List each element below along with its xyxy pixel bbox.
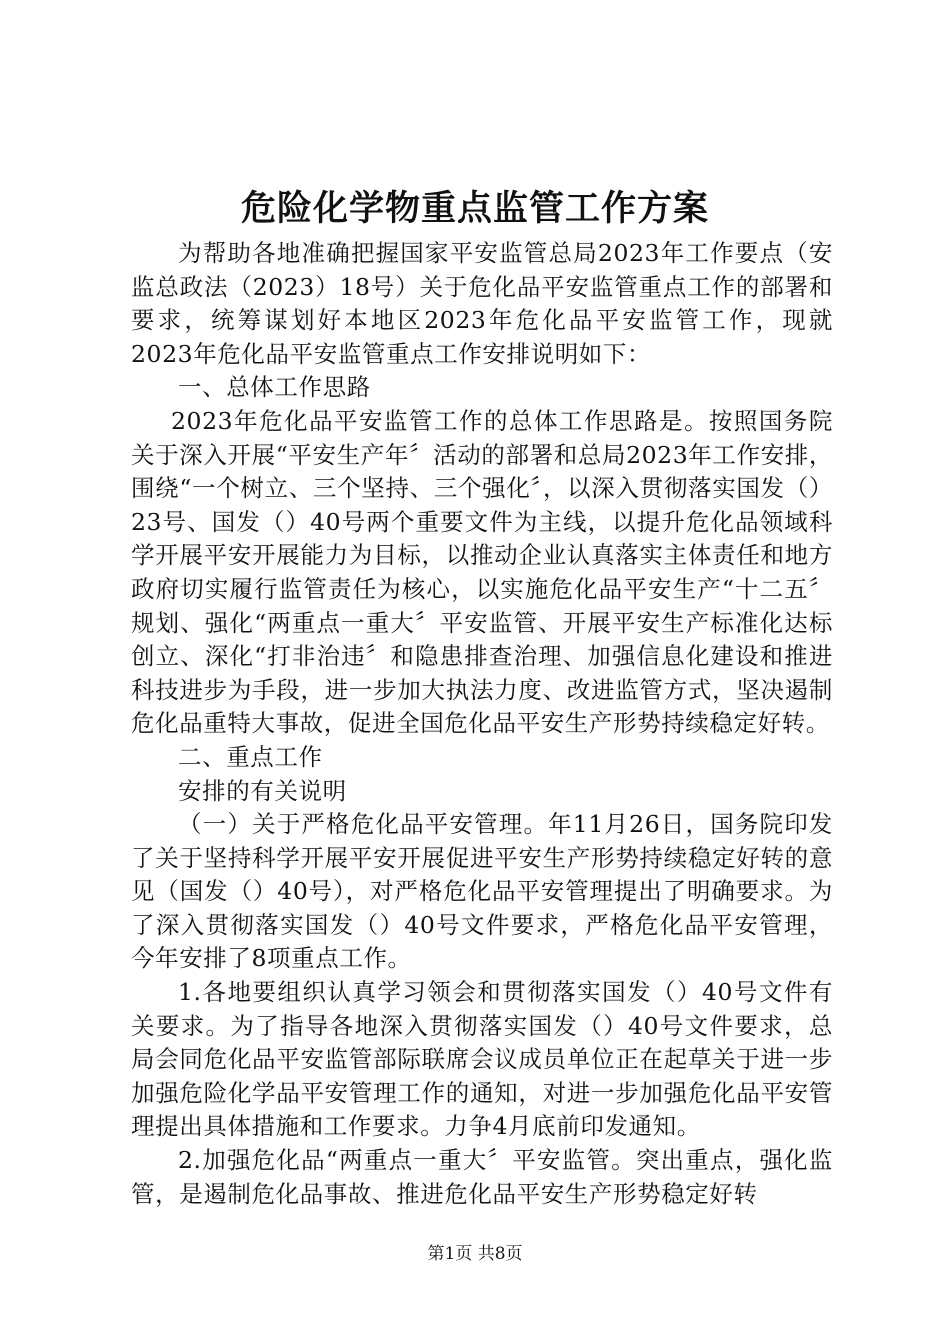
general-approach-paragraph: 2023年危化品平安监管工作的总体工作思路是。按照国务院关于深入开展“平安生产年〞活动的部署和总局2023年工作安排，围绕“一个树立、三个坚持、三个强化〞，以深入贯彻落实国发（）23号、国发（）40号两个重要文件为主线，以提升危化品领域科学开展平安开展能力为目标，以推动企业认真落实主体责任和地方政府切实履行监管责任为核心，以实施危化品平安生产“十二五〞规划、强化“两重点一重大〞平安监管、开展平安生产标准化达标创立、深化“打非治违〞和隐患排查治理、加强信息化建设和推进科技进步为手段，进一步加大执法力度、改进监管方式，坚决遏制危化品重特大事故，促进全国危化品平安生产形势持续稳定好转。 (131, 406, 833, 738)
item-1-paragraph: 1.各地要组织认真学习领会和贯彻落实国发（）40号文件有关要求。为了指导各地深入贯彻落实国发（）40号文件要求，总局会同危化品平安监管部际联席会议成员单位正在起草关于进一步加强危险化学品平安管理工作的通知，对进一步加强危化品平安管理提出具体措施和工作要求。力争4月底前印发通知。 (131, 978, 833, 1141)
subheading-arrangement: 安排的有关说明 (178, 776, 347, 805)
document-title: 危险化学物重点监管工作方案 (240, 188, 709, 229)
section-heading-general: 一、总体工作思路 (178, 373, 371, 402)
document-body (131, 237, 833, 1211)
item-2-paragraph: 2.加强危化品“两重点一重大〞平安监管。突出重点，强化监管，是遏制危化品事故、推进危化品平安生产形势稳定好转 (131, 1146, 833, 1208)
intro-paragraph: 为帮助各地准确把握国家平安监管总局2023年工作要点（安监总政法（2023）18号）关于危化品平安监管重点工作的部署和要求，统筹谋划好本地区2023年危化品平安监管工作，现就2023年危化品平安监管重点工作安排说明如下： (131, 239, 833, 368)
strict-management-paragraph: （一）关于严格危化品平安管理。年11月26日，国务院印发了关于坚持科学开展平安开展促进平安生产形势持续稳定好转的意见（国发（）40号），对严格危化品平安管理提出了明确要求。为了深入贯彻落实国发（）40号文件要求，严格危化品平安管理，今年安排了8项重点工作。 (131, 810, 833, 973)
section-heading-key-work: 二、重点工作 (178, 742, 323, 771)
page-number-footer: 第1页 共8页 (427, 1244, 523, 1264)
